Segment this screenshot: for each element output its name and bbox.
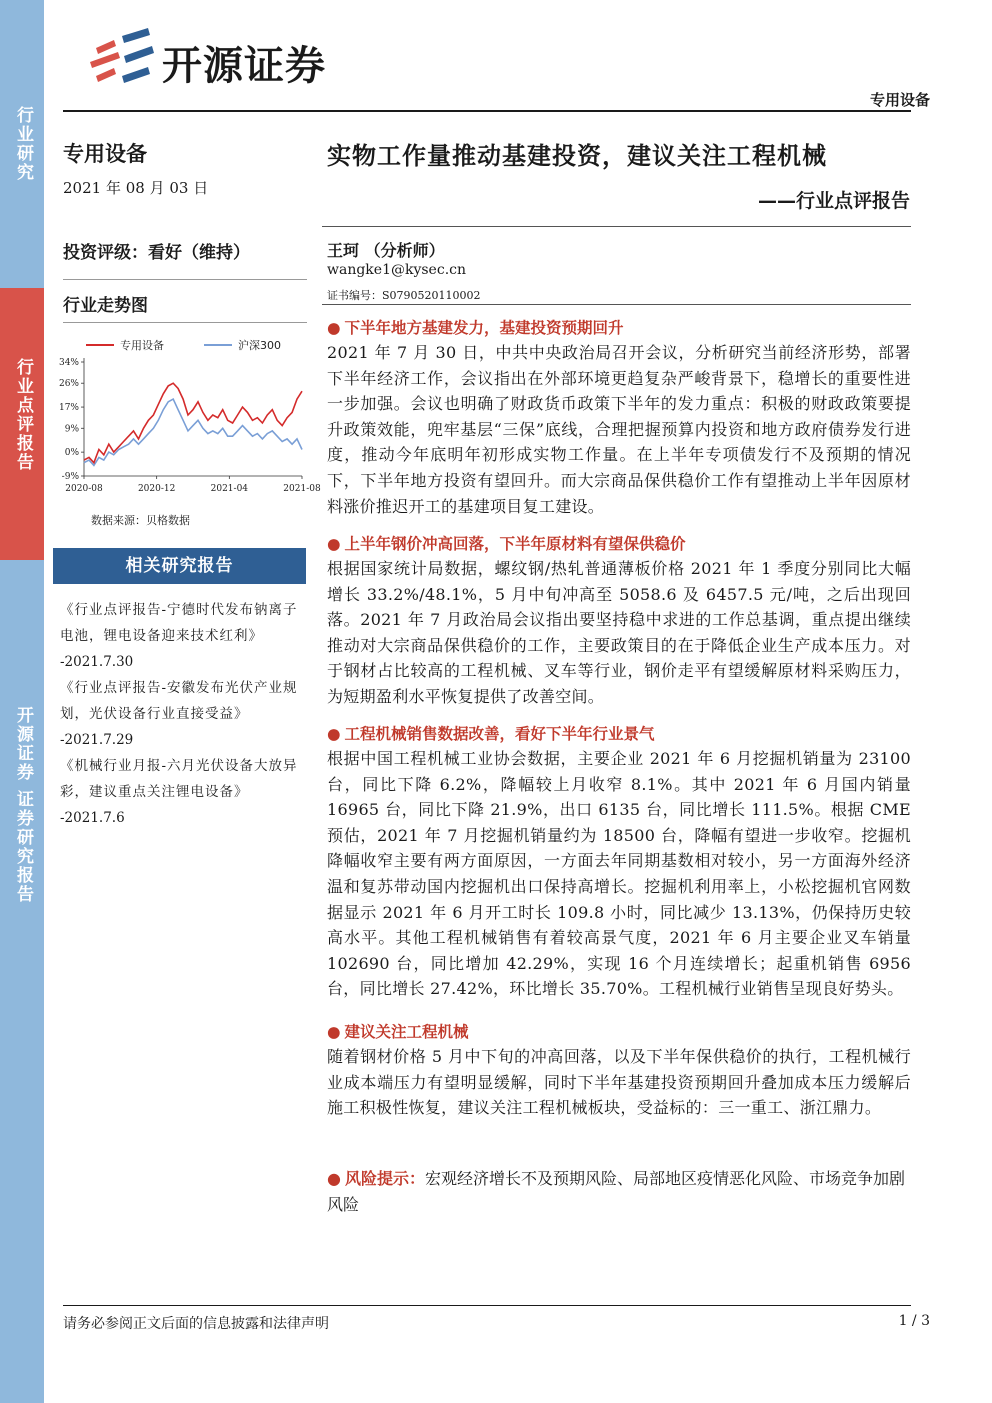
related-reports-list (60, 597, 310, 831)
y-tick-label: 17% (58, 403, 79, 414)
sidebar-top-label: 行业研究 (13, 106, 33, 182)
footer-divider (63, 1305, 911, 1306)
section-body: 2021 年 7 月 30 日，中共中央政治局召开会议，分析研究当前经济形势，部署下半年经济工作，会议指出在外部环境更趋复杂严峻背景下，稳增长的重要性进一步加强。会议也明确了财政货币政策下半年的发力重点：积极的财政政策要提升政策效能，兜牢基层“三保”底线，合理把握预算内投资和地方政府债券发行进度，推动今年底明年初形成实物工作量。在上半年专项债发行不及预期的情况下，下半年地方投资有望回升。而大宗商品保供稳价工作有望推动上半年因原材料涨价推迟开工的基建项目复工建设。 (327, 343, 911, 516)
bullet-icon: ● (327, 319, 341, 337)
page-number: 1 / 3 (898, 1313, 930, 1329)
related-report-date: -2021.7.6 (60, 810, 125, 826)
x-tick-label: 2021-08 (283, 484, 321, 494)
y-tick-label: 0% (64, 448, 79, 459)
bullet-icon: ● (327, 1169, 341, 1188)
bullet-icon: ● (327, 1023, 341, 1041)
related-report-title[interactable]: 《机械行业月报-六月光伏设备大放异彩，建议重点关注锂电设备》 (60, 758, 298, 800)
sidebar-middle-label: 行业点评报告 (13, 358, 33, 472)
related-report-title[interactable]: 《行业点评报告-宁德时代发布钠离子电池，锂电设备迎来技术红利》 (60, 602, 298, 644)
header-category-tag: 专用设备 (869, 91, 930, 109)
section-heading: ● 工程机械销售数据改善，看好下半年行业景气 (327, 725, 655, 743)
x-tick-label: 2020-12 (137, 484, 176, 494)
trend-chart-svg (52, 330, 321, 500)
title-divider (322, 226, 911, 227)
brand-name: 开源证券 (162, 43, 326, 89)
section-body: 随着钢材价格 5 月中下旬的冲高回落，以及下半年保供稳价的执行，工程机械行业成本端压力有望明显缓解，同时下半年基建投资预期回升叠加成本压力缓解后施工积极性恢复，建议关注工程机械板块，受益标的：三一重工、浙江鼎力。 (327, 1047, 911, 1118)
analyst-email[interactable]: wangke1@kysec.cn (327, 262, 466, 278)
related-report-item[interactable] (60, 597, 310, 675)
report-subtitle: ——行业点评报告 (757, 190, 910, 212)
header-divider (63, 110, 911, 112)
section-body: 根据国家统计局数据，螺纹钢/热轧普通薄板价格 2021 年 1 季度分别同比大幅增长 33.2%/48.1%，5 月中旬冲高至 5058.6 及 6457.5 元/吨，之后出现回落。2021 年 7 月政治局会议指出要坚持稳中求进的工作总基调，重点提出继续推动对大宗商品保供稳价的工作，主要政策目的在于降低企业生产成本压力。对于钢材占比较高的工程机械、叉车等行业，钢价走平有望缓解原材料采购压力，为短期盈利水平恢复提供了改善空间。 (327, 559, 911, 706)
report-title: 实物工作量推动基建投资，建议关注工程机械 (327, 142, 827, 170)
report-date: 2021 年 08 月 03 日 (63, 179, 209, 197)
y-tick-label: 34% (58, 358, 79, 368)
related-report-item[interactable] (60, 753, 310, 831)
related-report-date: -2021.7.30 (60, 654, 134, 670)
related-reports-header: 相关研究报告 (53, 548, 306, 584)
chart-source: 数据来源：贝格数据 (91, 514, 190, 527)
section-heading: ● 下半年地方基建发力，基建投资预期回升 (327, 319, 624, 337)
trend-chart (52, 330, 321, 500)
sidebar-bottom-label: 开源证券 证券研究报告 (13, 706, 33, 904)
y-tick-label: -9% (61, 472, 79, 482)
x-tick-label: 2021-04 (210, 484, 249, 494)
x-tick-label: 2020-08 (65, 484, 103, 494)
legend-label: 专用设备 (120, 339, 164, 352)
section-heading: ● 建议关注工程机械 (327, 1023, 469, 1041)
analyst-name: 王珂 （分析师） (327, 241, 445, 260)
logo-mark-icon (88, 30, 158, 90)
brand-logo (88, 28, 388, 90)
analyst-cert: 证书编号：S0790520110002 (327, 289, 481, 302)
left-divider-1 (63, 279, 307, 280)
analyst-divider (322, 304, 911, 305)
section-heading: ● 上半年钢价冲高回落，下半年原材料有望保供稳价 (327, 535, 686, 553)
related-report-title[interactable]: 《行业点评报告-安徽发布光伏产业规划，光伏设备行业直接受益》 (60, 680, 298, 722)
section-body: 根据中国工程机械工业协会数据，主要企业 2021 年 6 月挖掘机销量为 23100 台，同比下降 6.2%，降幅较上月收窄 8.1%。其中 2021 年 6 月国内销量 16965 台，同比下降 21.9%，出口 6135 台，同比增长 111.5%。根据 CME 预估，2021 年 7 月挖掘机销量约为 18500 台，降幅有望进一步收窄。挖掘机降幅收窄主要有两方面原因，一方面去年同期基数相对较小，另一方面海外经济温和复苏带动国内挖掘机出口保持高增长。挖掘机利用率上，小松挖掘机官网数据显示 2021 年 6 月开工时长 109.8 小时，同比减少 13.13%，仍保持历史较高水平。其他工程机械销售有着较高景气度，2021 年 6 月主要企业叉车销量 102690 台，同比增加 42.29%，实现 16 个月连续增长；起重机销售 6956 台，同比增长 27.42%，环比增长 35.70%。工程机械行业销售呈现良好势头。 (327, 749, 911, 999)
related-report-date: -2021.7.29 (60, 732, 134, 748)
sidebar-red-block (0, 288, 44, 560)
legend-label: 沪深300 (238, 339, 281, 352)
bullet-icon: ● (327, 725, 341, 743)
risk-warning (327, 1166, 911, 1218)
left-sidebar (0, 0, 44, 1403)
left-divider-2 (63, 322, 307, 323)
risk-label: 风险提示： (344, 1169, 425, 1188)
investment-rating: 投资评级：看好（维持） (63, 243, 250, 263)
related-report-item[interactable] (60, 675, 310, 753)
risk-text: 宏观经济增长不及预期风险、局部地区疫情恶化风险、市场竞争加剧风险 (327, 1169, 905, 1214)
y-tick-label: 26% (58, 379, 79, 390)
footer-disclaimer: 请务必参阅正文后面的信息披露和法律声明 (63, 1316, 329, 1332)
bullet-icon: ● (327, 535, 341, 553)
trend-title: 行业走势图 (63, 296, 148, 316)
left-category: 专用设备 (63, 142, 147, 166)
y-tick-label: 9% (64, 424, 79, 435)
